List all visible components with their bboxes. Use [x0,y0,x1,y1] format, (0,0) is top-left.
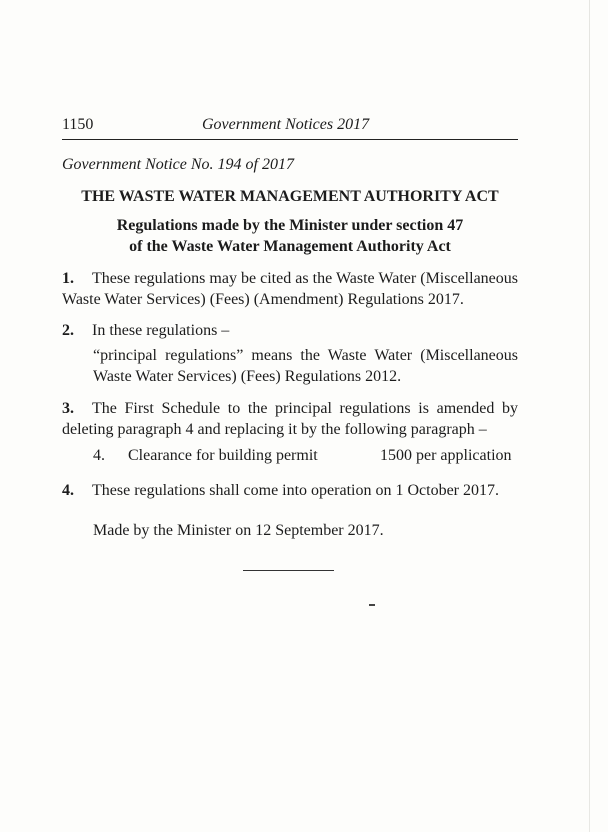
page-header [62,116,518,140]
schedule-item-number: 4. [93,447,105,464]
paragraph-text: In these regulations – [92,322,230,339]
page-number: 1150 [62,116,94,133]
paragraph-3 [62,398,518,440]
schedule-item-fee: 1500 per application [380,447,512,464]
schedule-item-description: Clearance for building permit [128,447,318,464]
subtitle-line-1: Regulations made by the Minister under section 47 [116,217,464,234]
paragraph-number: 2. [62,322,74,339]
paragraph-text: These regulations may be cited as the Waste Water (Miscellaneous Waste Water Services) (Fees) (Amendment) Regulations 2017. [62,270,518,308]
scan-edge [589,0,590,832]
act-title: THE WASTE WATER MANAGEMENT AUTHORITY ACT [81,188,499,205]
paragraph-number: 4. [62,482,74,499]
definition-principal-regulations: “principal regulations” means the Waste Water (Miscellaneous Waste Water Services) (Fees) Regulations 2012. [93,347,518,385]
subtitle-line-2: of the Waste Water Management Authority Act [129,238,451,255]
schedule-item-row [93,447,518,469]
header-rule [62,139,518,140]
paragraph-2 [62,320,518,341]
paragraph-4 [62,480,518,501]
regulations-subtitle [62,215,518,257]
paragraph-text: The First Schedule to the principal regulations is amended by deleting paragraph 4 and replacing it by the following paragraph – [62,400,518,438]
scan-speck [369,604,375,606]
made-by-minister: Made by the Minister on 12 September 2017. [93,522,384,539]
end-rule [243,570,334,571]
running-title: Government Notices 2017 [202,116,370,133]
notice-number: Government Notice No. 194 of 2017 [62,156,294,173]
paragraph-1 [62,268,518,310]
paragraph-number: 3. [62,400,74,417]
paragraph-number: 1. [62,270,74,287]
paragraph-text: These regulations shall come into operation on 1 October 2017. [92,482,500,499]
